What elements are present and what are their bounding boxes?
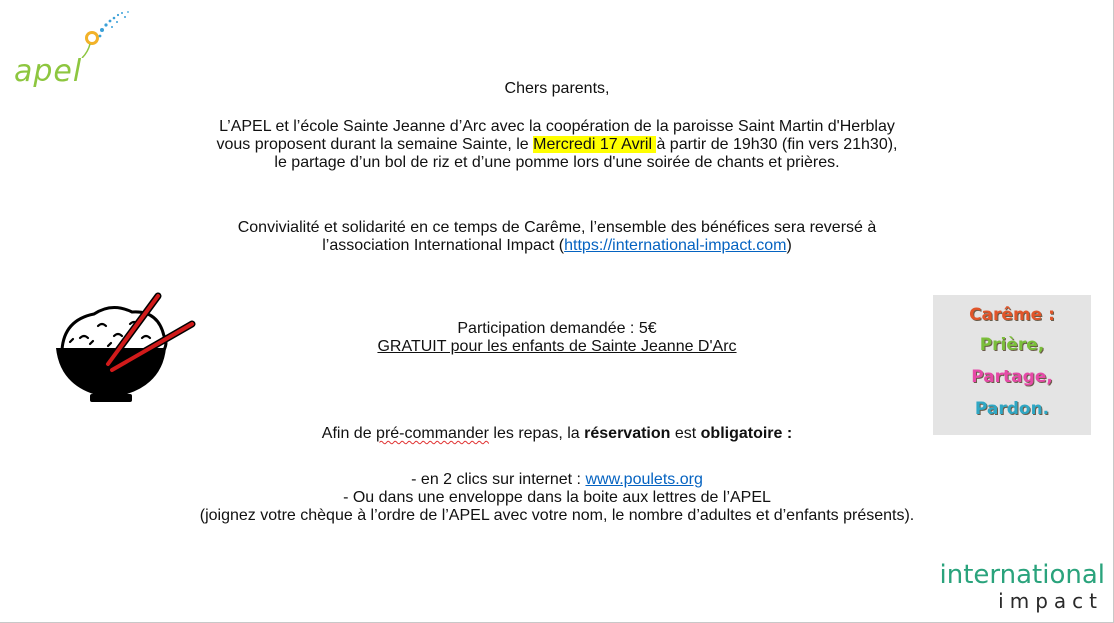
careme-partage: Partage, bbox=[971, 367, 1053, 387]
obligatoire-bold: obligatoire : bbox=[700, 425, 793, 442]
careme-priere: Prière, bbox=[979, 335, 1045, 355]
option-internet bbox=[0, 471, 1114, 489]
careme-pardon: Pardon. bbox=[974, 399, 1050, 419]
intro-line-1: L’APEL et l’école Sainte Jeanne d’Arc avec la coopération de la paroisse Saint Martin d'Herblay bbox=[219, 118, 895, 135]
solidarity-line-2-end: ) bbox=[786, 237, 792, 254]
greeting: Chers parents, bbox=[504, 80, 610, 97]
intro-line-2 bbox=[0, 136, 1114, 154]
solidarity-line-1: Convivialité et solidarité en ce temps de Carême, l’ensemble des bénéfices sera reversé à bbox=[237, 219, 877, 236]
careme-title: Carême : bbox=[969, 305, 1055, 325]
impact-wordmark: impact bbox=[998, 589, 1103, 613]
reservation-bold: réservation bbox=[584, 425, 671, 442]
participation-price: Participation demandée : 5€ bbox=[457, 320, 657, 337]
option-internet-text: - en 2 clics sur internet : bbox=[411, 471, 586, 488]
apel-logo bbox=[14, 8, 134, 88]
international-impact-link[interactable]: https://international-impact.com bbox=[564, 237, 787, 254]
intro-line-2-start: vous proposent durant la semaine Sainte, le bbox=[216, 136, 534, 153]
solidarity-line-2 bbox=[0, 237, 1114, 255]
intro-line-3: le partage d’un bol de riz et d’une pomme lors d'une soirée de chants et prières. bbox=[274, 154, 840, 171]
reservation-mid-2: est bbox=[670, 425, 701, 442]
solidarity-line-2-start: l’association International Impact ( bbox=[322, 237, 565, 254]
option-envelope: - Ou dans une enveloppe dans la boite aux lettres de l’APEL bbox=[343, 489, 771, 506]
reservation-start: Afin de bbox=[321, 425, 377, 442]
rice-bowl-chopsticks-icon bbox=[50, 290, 200, 410]
dandelion-icon bbox=[70, 8, 134, 58]
intro-line-2-end: à partir de 19h30 (fin vers 21h30), bbox=[656, 136, 898, 153]
participation-free: GRATUIT pour les enfants de Sainte Jeanne D'Arc bbox=[377, 338, 737, 355]
international-wordmark: international bbox=[939, 560, 1105, 590]
option-cheque: (joignez votre chèque à l’ordre de l’APEL avec votre nom, le nombre d’adultes et d’enfants présents). bbox=[199, 507, 915, 524]
reservation-mid: les repas, la bbox=[488, 425, 585, 442]
poulets-link[interactable]: www.poulets.org bbox=[585, 471, 703, 488]
event-date-highlight: Mercredi 17 Avril bbox=[533, 136, 657, 153]
careme-image bbox=[933, 295, 1091, 435]
international-impact-logo bbox=[912, 560, 1107, 616]
apel-wordmark: apel bbox=[14, 54, 83, 89]
spellcheck-word: pré-commander bbox=[376, 425, 489, 442]
